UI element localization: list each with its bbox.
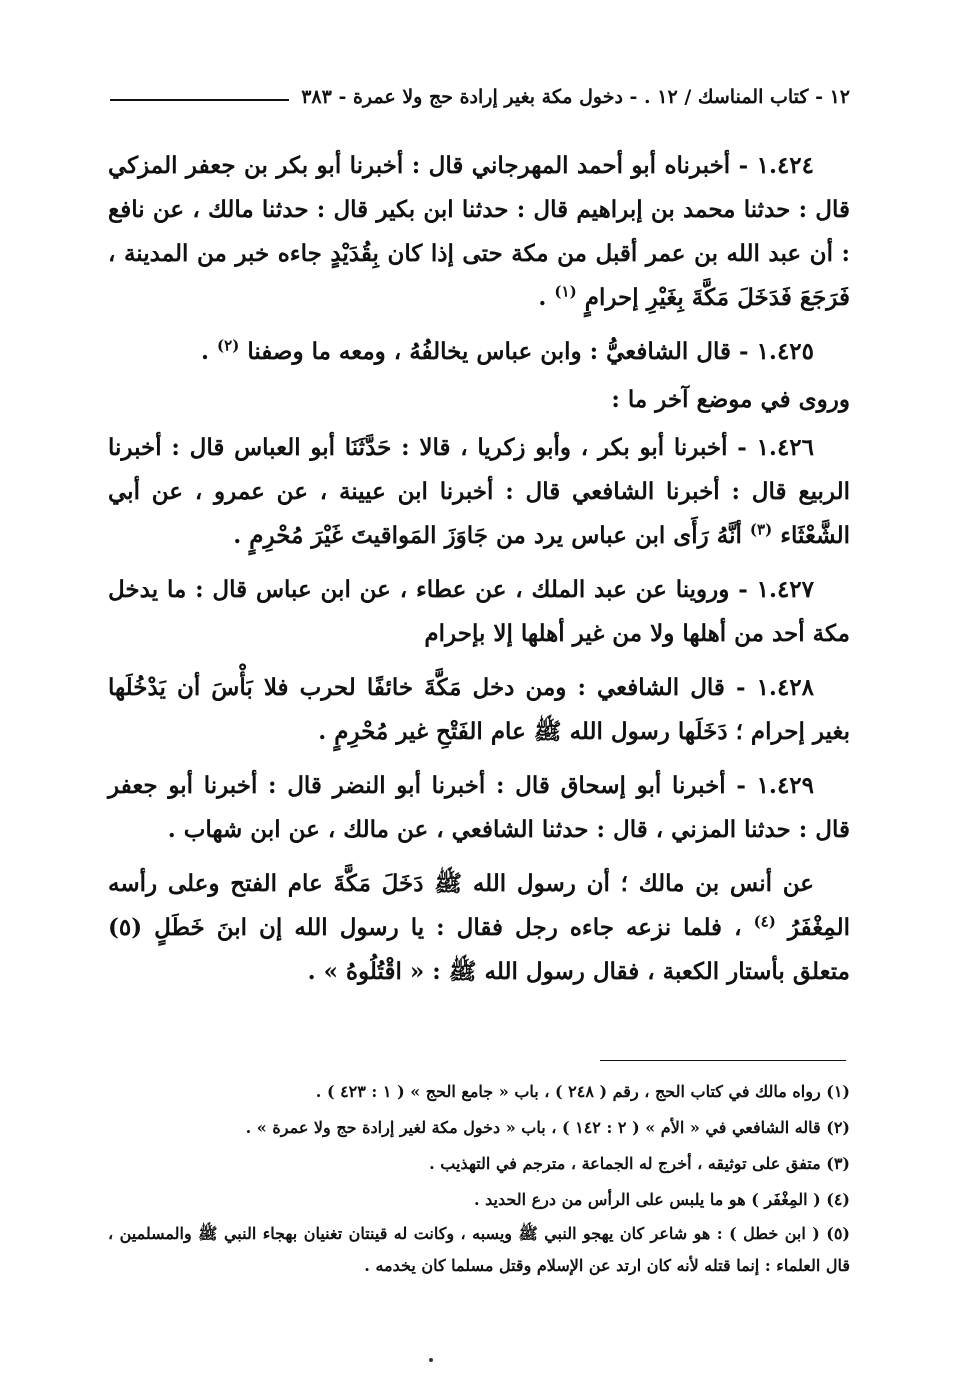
- footnote-4: (٤) ( المِغْفَر ) هو ما يلبس على الرأس من درع الحديد .: [474, 1190, 850, 1209]
- paragraph-tail: .: [538, 284, 547, 311]
- running-title: ١٢ - كتاب المناسك / ١٢ . - دخول مكة بغير إرادة حج ولا عمرة - ٣٨٣: [301, 86, 850, 108]
- footnote-3: (٣) متفق على توثيقه ، أخرج له الجماعة ، مترجم في التهذيب .: [429, 1154, 850, 1173]
- running-header: [110, 86, 850, 108]
- paragraph-text: عن أنس بن مالك ؛ أن رسول الله ﷺ دَخَلَ مَكَّةَ عام الفتح وعلى رأسه المِغْفَرُ: [108, 870, 851, 941]
- paragraph-number: ١.٤٢٨: [756, 674, 814, 701]
- paragraph-text: - أخبرنا أبو إسحاق قال : أخبرنا أبو النضر قال : أخبرنا أبو جعفر قال : حدثنا المزني ، قال : حدثنا الشافعي ، عن مالك ، عن ابن شهاب .: [108, 772, 850, 843]
- paragraph-number: ١.٤٢٤: [756, 152, 815, 179]
- paragraph-1425: [108, 330, 850, 374]
- paragraph-number: ١.٤٢٦: [756, 434, 814, 461]
- paragraph-number: ١.٤٢٥: [756, 338, 814, 365]
- footnote-ref: (٢): [217, 336, 240, 355]
- paragraph-text: - قال الشافعي : ومن دخل مَكَّةَ خائفًا لحرب فلا بَأْسَ أن يَدْخُلَها بغير إحرام ؛ دَخَلَها رسول الله ﷺ عام الفَتْحِ غير مُحْرِمٍ .: [108, 674, 850, 745]
- paragraph-number: ١.٤٢٧: [756, 576, 815, 603]
- main-text: [108, 144, 850, 1004]
- paragraph-number: ١.٤٢٩: [756, 772, 814, 799]
- paragraph-tail: .: [201, 338, 210, 365]
- footnote-ref: (١): [554, 282, 577, 301]
- paragraph-text: - وروينا عن عبد الملك ، عن عطاء ، عن ابن عباس قال : ما يدخل مكة أحد من أهلها ولا من غير أهلها إلا بإحرام: [108, 576, 850, 647]
- footnotes: [108, 1074, 850, 1282]
- footnote-separator: [600, 1060, 846, 1061]
- footnote-1: (١) رواه مالك في كتاب الحج ، رقم ( ٢٤٨ ) ، باب « جامع الحج » ( ١ : ٤٢٣ ) .: [315, 1082, 850, 1101]
- paragraph-text: - قال الشافعيُّ : وابن عباس يخالفُهُ ، ومعه ما وصفنا: [247, 338, 749, 365]
- paragraph-tail: أنَّهُ رَأَى ابن عباس يرد من جَاوَزَ المَواقيتَ غَيْرَ مُحْرِمٍ .: [233, 522, 742, 549]
- paragraph-anas-hadith: [108, 862, 850, 994]
- paragraph-text: - أخبرنا أبو بكر ، وأبو زكريا ، قالا : حَدَّثَنَا أبو العباس قال : أخبرنا الربيع قال : أخبرنا الشافعي قال : أخبرنا ابن عيينة ، عن عمرو ، عن أبي الشَّعْثَاء: [108, 434, 850, 549]
- paragraph-narration-note: [108, 378, 850, 422]
- footnote-2: (٢) قاله الشافعي في « الأم » ( ٢ : ١٤٢ ) ، باب « دخول مكة لغير إرادة حج ولا عمرة » .: [245, 1118, 850, 1137]
- footnote-5: (٥) ( ابن خطل ) : هو شاعر كان يهجو النبي ﷺ ويسبه ، وكانت له قينتان تغنيان بهجاء النبي ﷺ والمسلمين ، قال العلماء : إنما قتله لأنه كان ارتد عن الإسلام وقتل مسلما كان يخدمه .: [108, 1224, 850, 1275]
- paragraph-1426: [108, 426, 850, 558]
- paragraph-text: وروى في موضع آخر ما :: [611, 386, 850, 413]
- page-speck: [429, 1358, 433, 1362]
- footnote-ref: (٤): [753, 912, 776, 931]
- paragraph-tail: ، فلما نزعه جاءه رجل فقال : يا رسول الله إن ابنَ خَطَلٍ (٥) متعلق بأستار الكعبة ، فقال رسول الله ﷺ : « اقْتُلُوهُ » .: [108, 914, 850, 985]
- paragraph-text: - أخبرناه أبو أحمد المهرجاني قال : أخبرنا أبو بكر بن جعفر المزكي قال : حدثنا محمد بن إبراهيم قال : حدثنا ابن بكير قال : حدثنا مالك ، عن نافع : أن عبد الله بن عمر أقبل من مكة حتى إذا كان بِقُدَيْدٍ جاءه خبر من المدينة ، فَرَجَعَ فَدَخَلَ مَكَّةَ بِغَيْرِ إحرامٍ: [108, 152, 850, 311]
- header-rule: [110, 99, 289, 101]
- paragraph-1427: [108, 568, 850, 656]
- paragraph-1424: [108, 144, 850, 320]
- footnote-ref: (٣): [749, 520, 773, 539]
- paragraph-1428: [108, 666, 850, 754]
- paragraph-1429: [108, 764, 850, 852]
